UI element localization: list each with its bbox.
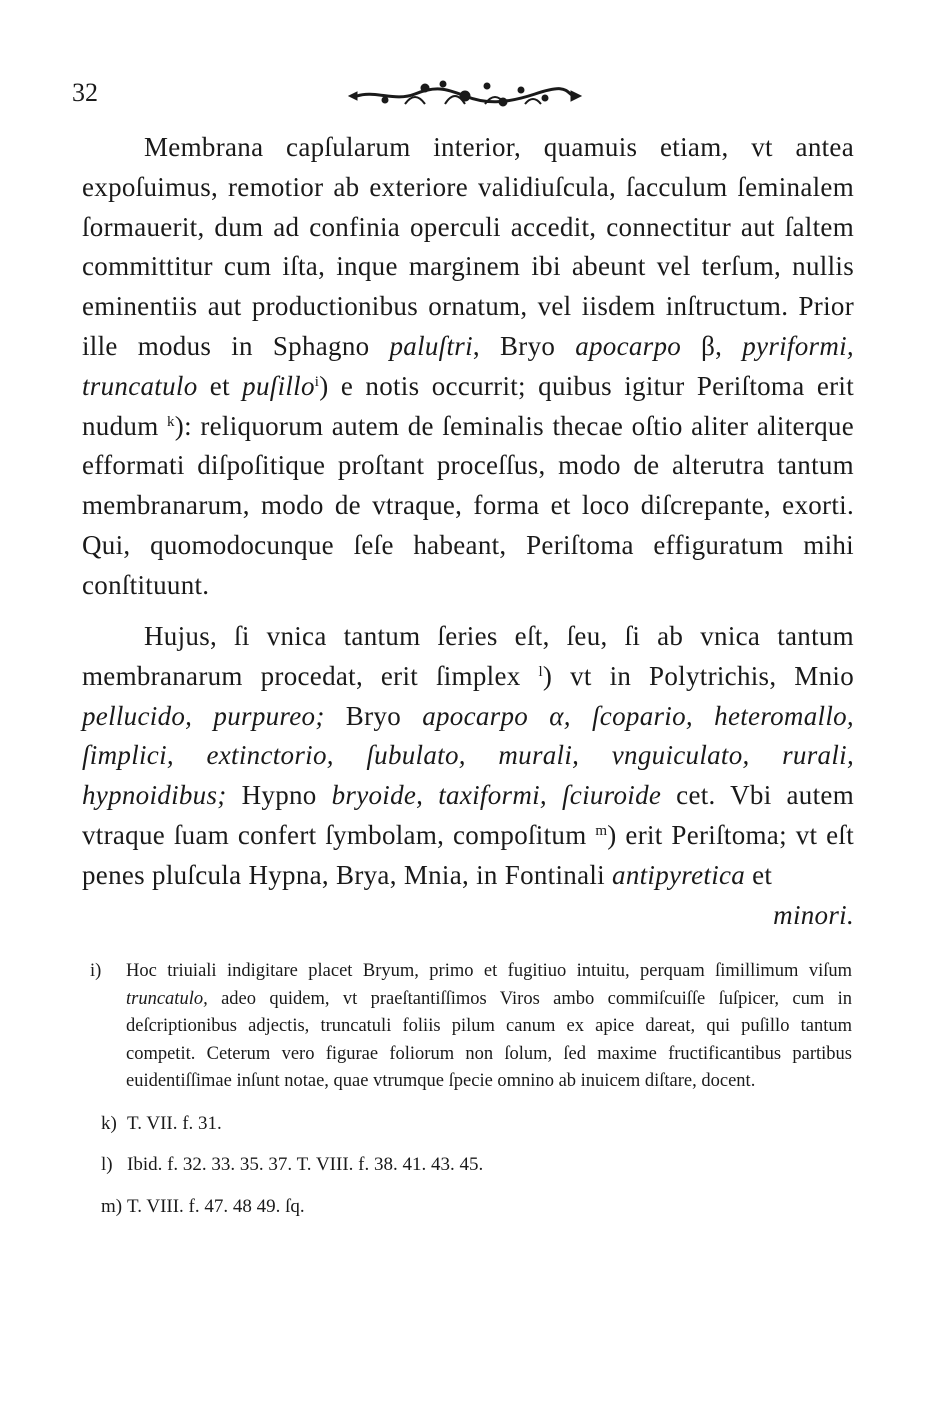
- paragraph-2-text: et: [745, 859, 773, 890]
- species-paluſtri: paluſtri: [389, 330, 473, 361]
- species-mnio-list: pellucido, purpureo;: [82, 700, 325, 731]
- footnote-text: Hoc triuiali indigitare placet Bryum, primo et fugitiuo intuitu, perquam ſimillimum viſum: [126, 961, 852, 981]
- footnote-marker: l): [101, 1154, 113, 1175]
- paragraph-1-text: , Bryo: [472, 330, 576, 361]
- footnote-text: T. VII. f. 31.: [127, 1112, 222, 1134]
- species-antipyretica: antipyretica: [612, 859, 746, 890]
- paragraph-2-text: ) erit Periſtoma; vt eſt penes pluſcula Hypna, Brya, Mnia, in Fontinali: [82, 819, 855, 890]
- decorative-vignette-icon: [345, 74, 585, 114]
- species-hypno-list: bryoide, taxiformi, ſciuroide: [331, 780, 662, 811]
- paragraph-2-text: cet. Vbi autem vtraque ſuam confert ſymbolam, compoſitum: [82, 780, 854, 850]
- footnote-m: [101, 1193, 852, 1221]
- footnote-text: Ibid. f. 32. 33. 35. 37. T. VIII. f. 38. 41. 43. 45.: [127, 1154, 484, 1175]
- paragraph-1-text: Membrana capſularum interior, quamuis etiam, vt antea expoſuimus, remotior ab exteriore validiuſcula, ſacculum ſeminalem ſormauerit, dum ad confinia operculi accedit, connectitur aut ſaltem committitur cum iſta, inque marginem ibi abeunt vel terſum, nullis eminentiis aut productionibus ornatum, vel iisdem inſtructum. Prior ille modus in Sphagno: [82, 132, 854, 361]
- footnote-ref-m[interactable]: m: [595, 822, 608, 839]
- footnote-l: [101, 1151, 852, 1179]
- footnote-text: T. VIII. f. 47. 48 49. ſq.: [127, 1195, 305, 1217]
- footnote-k: [101, 1110, 852, 1138]
- paragraph-2-text: ) vt in Polytrichis, Mnio: [542, 660, 854, 691]
- paragraph-1-text: β,: [681, 330, 743, 361]
- footnote-species: truncatulo,: [126, 988, 208, 1009]
- footnote-i: [90, 958, 852, 1096]
- paragraph-2-text: Hujus, ſi vnica tantum ſeries eſt, ſeu, ſi ab vnica tantum membranarum procedat, erit ſimplex: [82, 621, 854, 691]
- paragraph-2-text: Hypno: [226, 780, 332, 811]
- paragraph-simple-compound-peristoma: [82, 617, 854, 935]
- species-bryo-list: apocarpo α, ſcopario, heteromallo, ſimplici, extinctorio, ſubulato, murali, vnguiculato, rurali, hypnoidibus;: [82, 700, 854, 811]
- species-apocarpo: apocarpo: [575, 330, 682, 361]
- footnote-marker: k): [101, 1112, 117, 1134]
- species-minori: minori.: [773, 899, 854, 930]
- footnote-ref-l[interactable]: l: [538, 663, 543, 680]
- page-number: 32: [72, 78, 98, 107]
- species-puſillo: puſillo: [242, 370, 315, 401]
- species-pyriformi-truncatulo: pyriformi, truncatulo: [82, 330, 854, 401]
- paragraph-1-text: ) e notis occurrit; quibus igitur Periſtoma erit nudum: [82, 370, 854, 441]
- footnote-ref-k[interactable]: k: [166, 413, 175, 430]
- paragraph-1-text: et: [197, 370, 243, 401]
- paragraph-1-text: ): reliquorum autem de ſeminalis thecae oſtio aliter aliterque efformati diſpoſitique proſtant proceſſus, modo de alterutra tantum membranarum, modo de vtraque, forma et loco diſcrepante, exorti. Qui, quomodocunque ſeſe habeant, Periſtoma effiguratum mihi conſtituunt.: [82, 410, 854, 600]
- paragraph-peristoma-membrane: [82, 128, 854, 606]
- footnotes: [90, 958, 852, 1220]
- footnote-text: adeo quidem, vt praeſtantiſſimos Viros ambo commiſcuiſſe ſuſpicer, cum in deſcriptionibus adjectis, truncatuli foliis pilum canum ex apice dareat, qui puſillo tantum competit. Ceterum vero figurae foliorum non ſolum, ſed maxime fructificantibus partibus euidentiſſimae inſunt notae, quae vtrumque ſpecie omnino ab inuicem diſtare, docent.: [126, 988, 852, 1091]
- paragraph-2-text: Bryo: [324, 700, 423, 731]
- footnote-ref-i[interactable]: i: [314, 373, 320, 390]
- footnote-marker: i): [90, 961, 102, 981]
- footnote-marker: m): [101, 1195, 123, 1217]
